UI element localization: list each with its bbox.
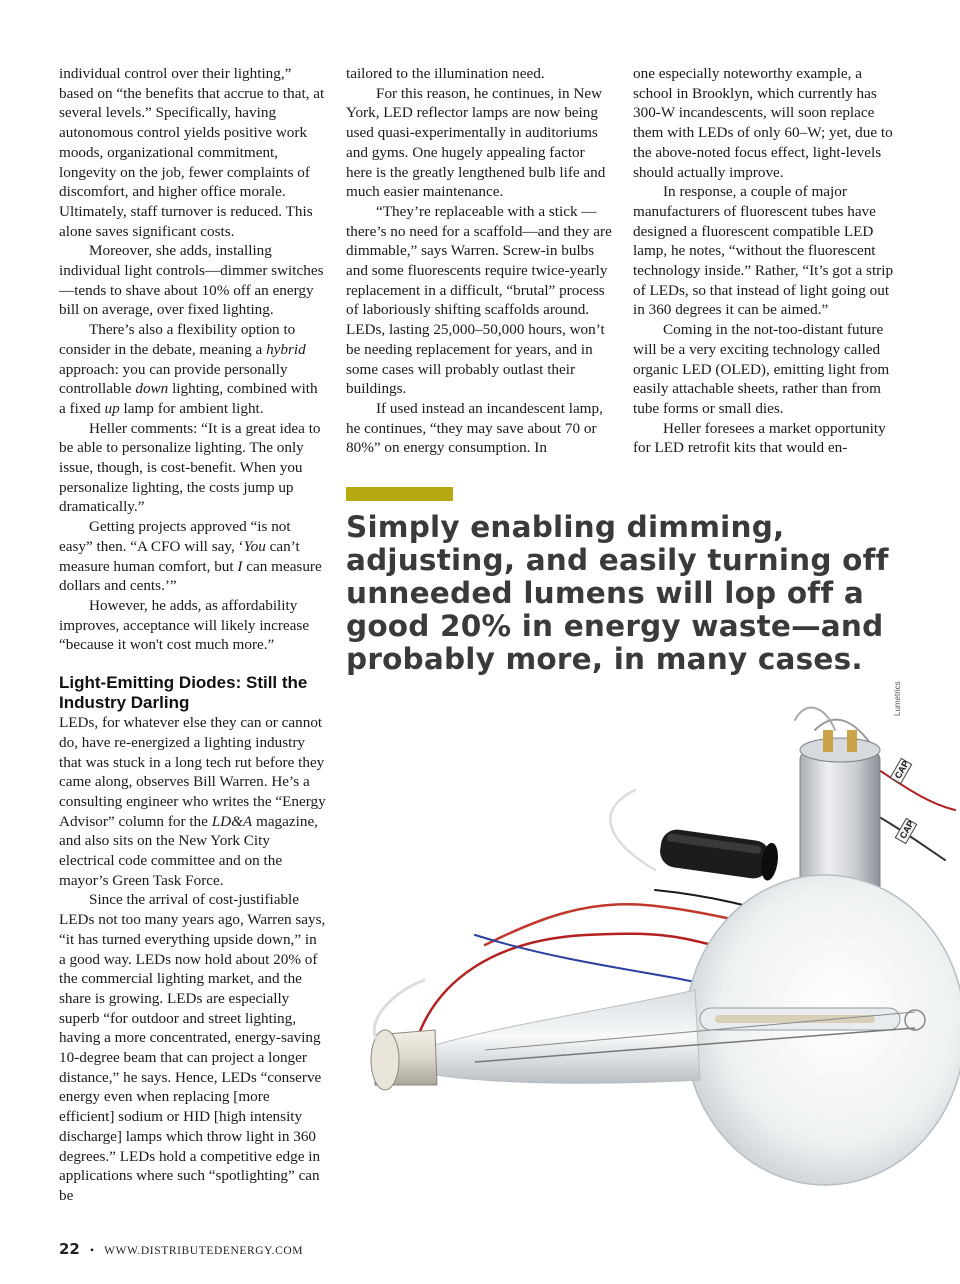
paragraph: Getting projects approved “is not easy” then. “A CFO will say, ‘You can’t measure human comfort, but I can measure dollars and cents.’”	[59, 518, 322, 595]
paragraph: For this reason, he continues, in New York, LED reflector lamps are now being used quasi-experimentally in auditoriums and gyms. One hugely appealing factor here is the greatly lengthened bulb life and much easier maintenance.	[346, 84, 606, 201]
article-column-1	[59, 64, 327, 1206]
page-footer	[59, 1240, 303, 1259]
paragraph: “They’re replaceable with a stick —there’s no need for a scaffold—and they are dimmable,” says Warren. Screw-in bulbs and some fluorescents require twice-yearly replacement in a difficult, “brutal” process of laboriously shifting scaffolds around. LEDs, lasting 25,000–50,000 hours, won’t be needing replacement for years, and in some cases will probably outlast their buildings.	[346, 202, 612, 398]
article-column-3	[633, 64, 903, 458]
paragraph: one especially noteworthy example, a school in Brooklyn, which currently has 300-W incandescents, will soon replace them with LEDs of only 60–W; yet, due to the above-noted focus effect, light-levels should actually improve.	[633, 65, 893, 181]
paragraph: Since the arrival of cost-justifiable LEDs not too many years ago, Warren says, “it has turned everything upside down,” in a good way. LEDs now hold about 20% of the commercial lighting market, and the share is growing. LEDs are especially superb “for outdoor and street lighting, having a more concentrated, energy-saving 10-degree beam that can project a longer distance,” he says. Hence, LEDs “conserve energy even when replacing [more efficient] sodium or HID [high intensity discharge] lamps which throw light in 360 degrees.” LEDs hold a competitive edge in applications where such “spotlighting” can be	[59, 891, 326, 1204]
paragraph: tailored to the illumination need.	[346, 65, 545, 82]
paragraph: Coming in the not-too-distant future will be a very exciting technology called organic LED (OLED), emitting light from easily attachable sheets, rather than from tube forms or small dies.	[633, 321, 890, 417]
photo-credit: Lumetrics	[893, 681, 902, 716]
pullquote-accent-bar	[346, 487, 453, 501]
paragraph: individual control over their lighting,” based on “the benefits that accrue to that, at several levels.” Specifically, having autonomous control yields positive work moods, organizational commitment, longevity on the job, fewer complaints of discomfort, and higher office morale. Ultimately, staff turnover is reduced. This alone saves significant costs.	[59, 65, 325, 240]
article-column-2	[346, 64, 614, 458]
cap-tag-1: CAP	[892, 758, 911, 781]
footer-url: WWW.DISTRIBUTEDENERGY.COM	[104, 1245, 304, 1257]
paragraph: There’s also a flexibility option to consider in the debate, meaning a hybrid approach: you can provide personally controllable down lighting, combined with a fixed up lamp for ambient light.	[59, 321, 318, 417]
paragraph: Heller comments: “It is a great idea to be able to personalize lighting. The only issue, though, is cost-benefit. When you personalize lighting, the costs jump up dramatically.”	[59, 419, 321, 516]
paragraph: Moreover, she adds, installing individual light controls—dimmer switches—tends to shave about 10% off an energy bill on average, over fixed lighting.	[59, 242, 324, 319]
footer-bullet: •	[89, 1243, 95, 1257]
cap-tags	[890, 758, 916, 843]
paragraph: However, he adds, as affordability improves, acceptance will likely increase “because it won't cost much more.”	[59, 596, 310, 654]
hid-lamp	[371, 875, 960, 1185]
page-number: 22	[59, 1240, 80, 1258]
cap-tag-2: CAP	[897, 818, 916, 841]
pullquote: Simply enabling dimming, adjusting, and easily turning off unneeded lumens will lop off a good 20% in energy waste—and probably more, in many cases.	[346, 510, 889, 676]
lamp-photo	[355, 690, 960, 1230]
paragraph: Heller foresees a market opportunity for LED retrofit kits that would en-	[633, 419, 886, 457]
igniter	[658, 828, 780, 882]
paragraph: In response, a couple of major manufacturers of fluorescent tubes have designed a fluorescent compatible LED lamp, he notes, “without the fluorescent technology inside.” Rather, “It’s got a strip of LEDs, so that instead of light going out in 360 degrees it can be aimed.”	[633, 183, 894, 319]
section-subhead: Light-Emitting Diodes: Still the Industry Darling	[59, 673, 308, 713]
paragraph: If used instead an incandescent lamp, he continues, “they may save about 70 or 80%” on energy consumption. In	[346, 399, 603, 457]
paragraph: LEDs, for whatever else they can or cannot do, have re-energized a lighting industry that was stuck in a long tech rut before they came along, observes Bill Warren. He’s a consulting engineer who writes the “Energy Advisor” column for the LD&A magazine, and also sits on the New York City electrical code committee and on the mayor’s Green Task Force.	[59, 714, 326, 889]
